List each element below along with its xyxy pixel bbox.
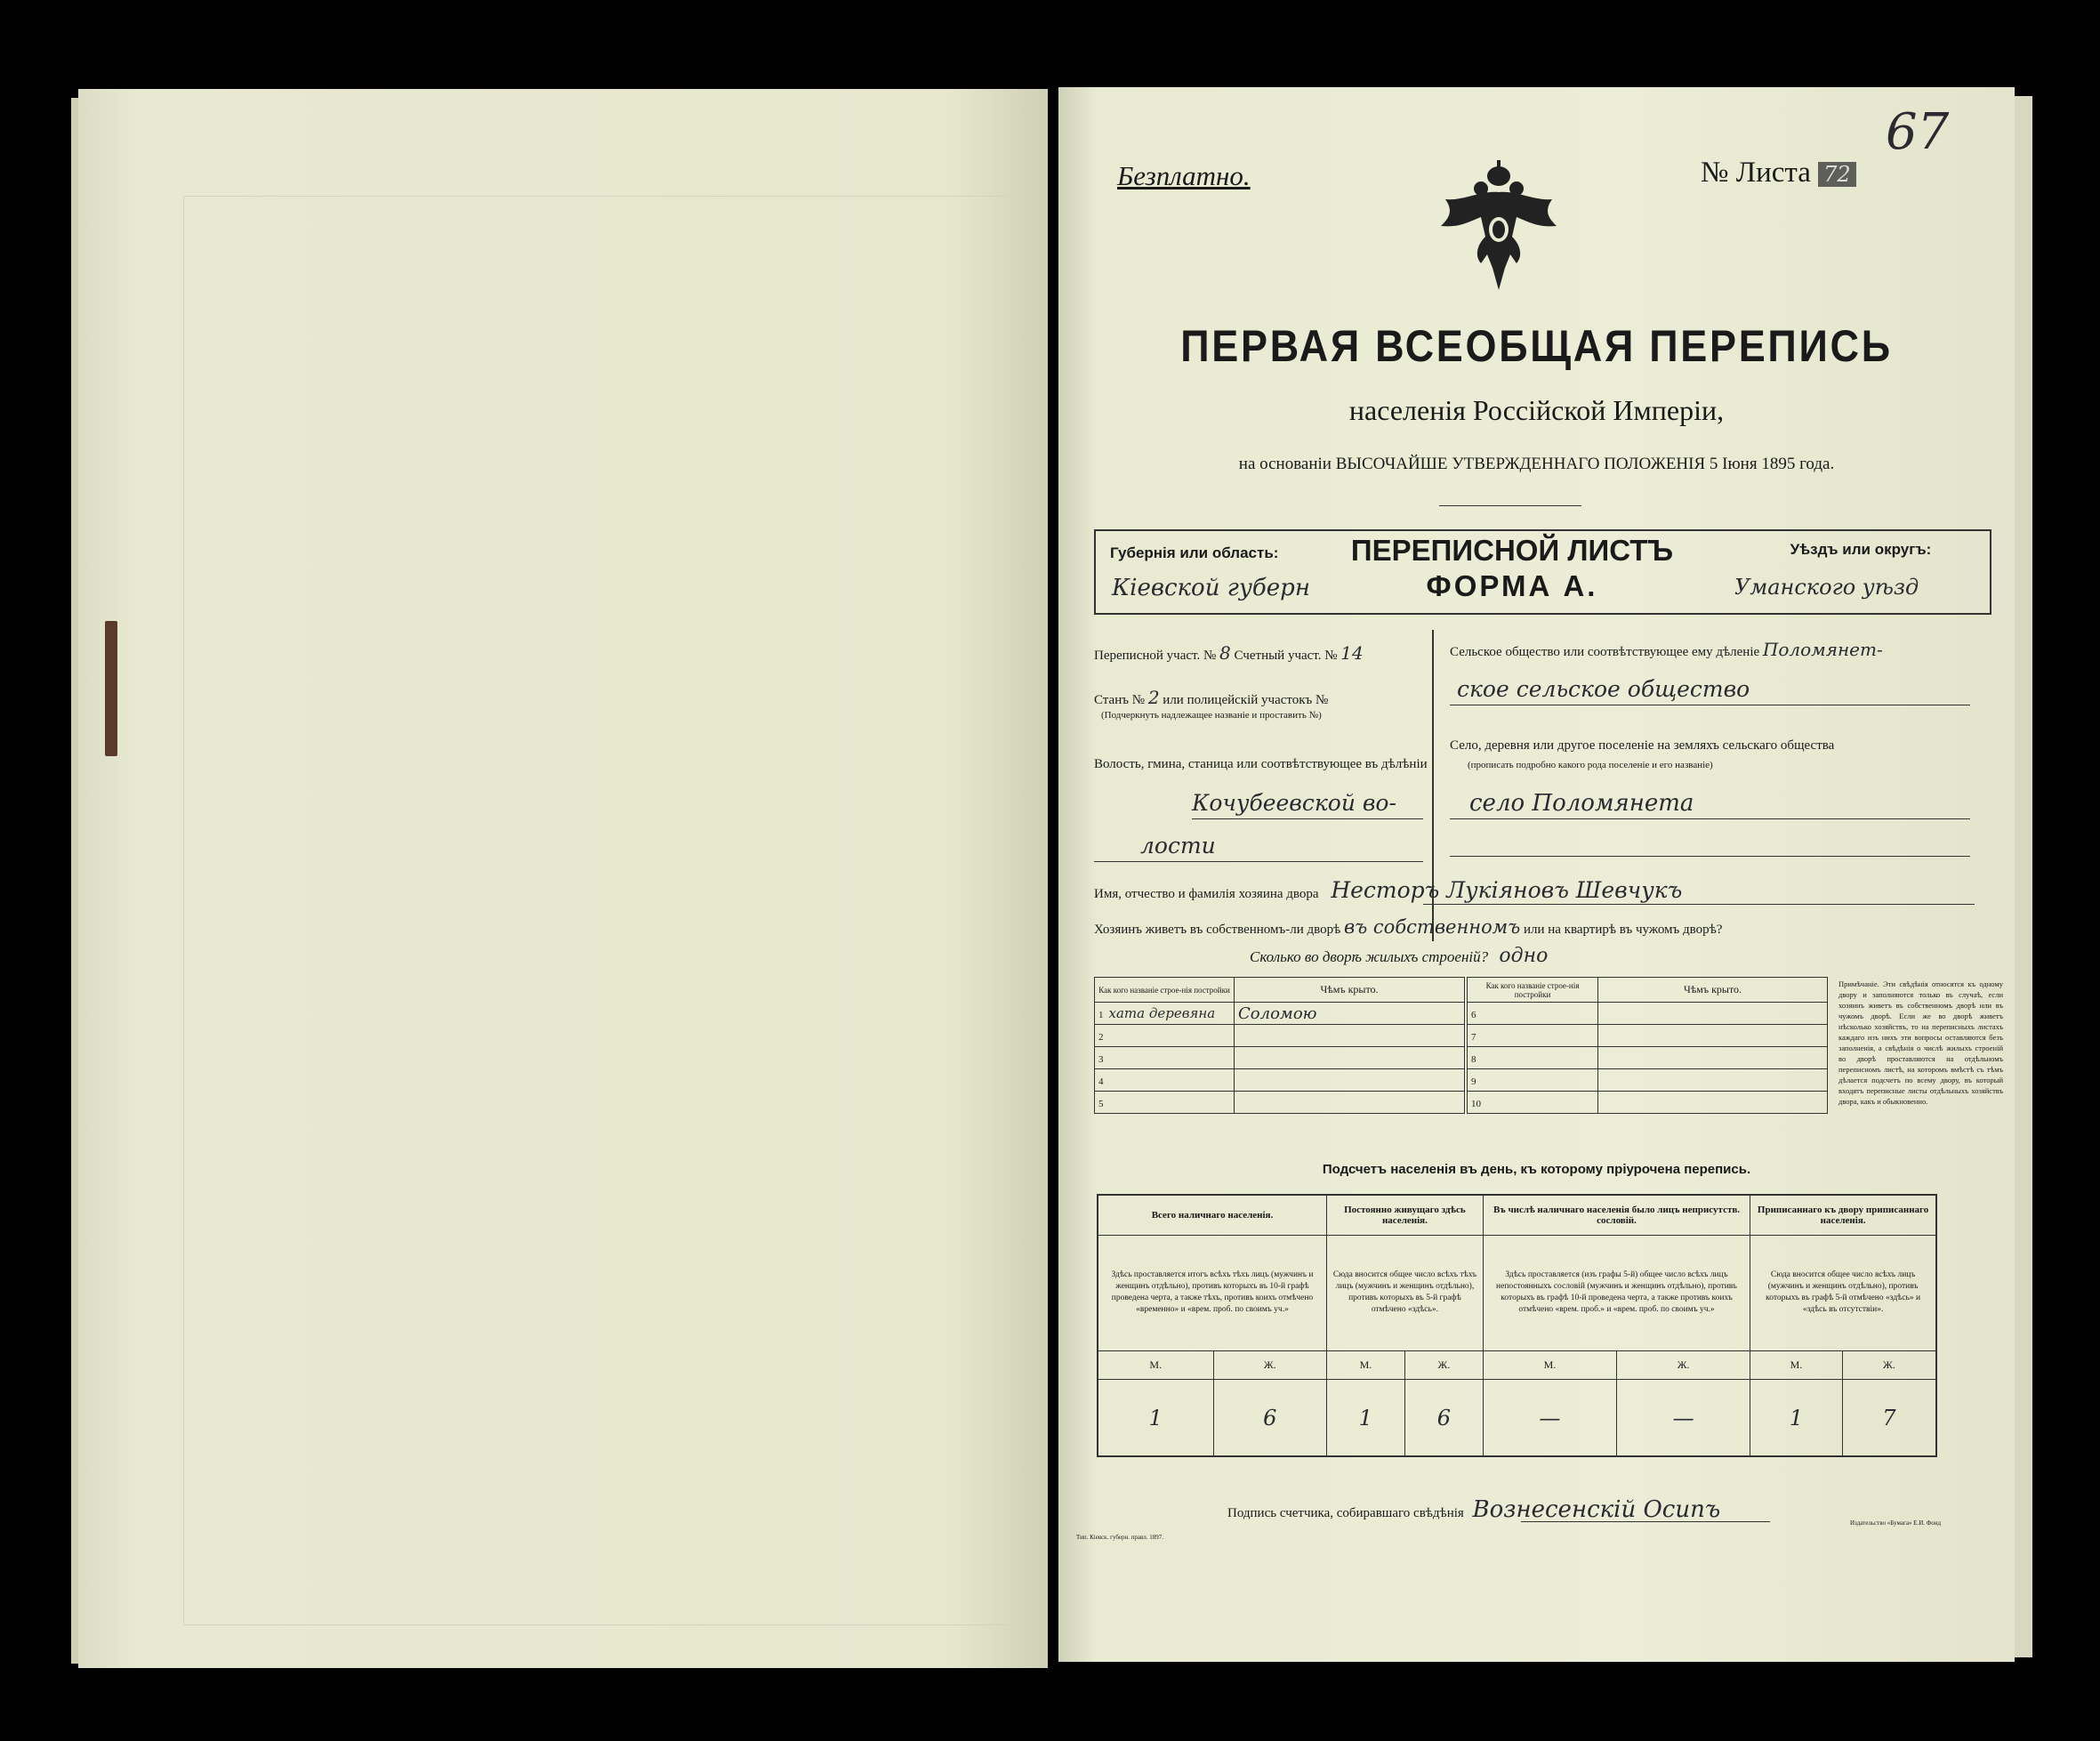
sheet-number-value: 72 [1818,162,1856,187]
owner-name-line [1423,904,1975,905]
population-count-table [1097,1194,1937,1457]
buildings-row [1468,1069,1828,1092]
buildings-col-roof: Чѣмъ крыто. [1235,978,1465,1003]
buildings-col-name: Как кого названіе строе-нія постройки [1095,978,1235,1003]
selo-line-2 [1450,856,1970,857]
signature-value: Вознесенскій Осипъ [1472,1496,1721,1523]
male-count: 1 [1098,1380,1213,1456]
sheet-number-text: № Листа [1701,157,1811,189]
legal-basis: на основаніи ВЫСОЧАЙШЕ УТВЕРЖДЕННАГО ПОЛОЖЕНІЯ 5 Іюня 1895 года. [1238,455,1835,473]
count-sex-row [1098,1350,1936,1379]
buildings-table-right [1467,977,1828,1114]
building-number: 6 [1471,1010,1476,1020]
selo-note: (прописать подробно какого рода поселеніе и его названіе) [1468,760,1713,770]
female-header: Ж. [1404,1350,1483,1379]
building-roof [1598,1047,1828,1069]
building-roof [1598,1069,1828,1092]
buildings-row [1095,1069,1465,1092]
building-name-cell [1095,1025,1235,1047]
buildings-row [1095,1003,1465,1025]
buildings-value: одно [1499,945,1549,967]
building-number: 8 [1471,1054,1476,1065]
male-header: М. [1098,1350,1213,1379]
building-number: 10 [1471,1099,1481,1109]
page-title: ПЕРВАЯ ВСЕОБЩАЯ ПЕРЕПИСЬ [1180,321,1893,371]
count-value-row [1098,1380,1936,1456]
owner-lives-label: Хозяинъ живетъ въ собственномъ-ли дворѣ [1094,923,1341,937]
owner-name-row [1094,877,1682,903]
buildings-row [1468,1003,1828,1025]
uchastok-value: 8 [1219,642,1231,664]
count-group-title: Приписаннаго къ двору приписаннаго населенія. [1750,1195,1936,1235]
building-name-cell [1095,1047,1235,1069]
signature-line [1521,1521,1770,1522]
stan-label: Станъ № [1094,693,1146,707]
building-name-cell [1095,1003,1235,1025]
count-group-title: Постоянно живущаго здѣсь населенія. [1326,1195,1483,1235]
female-header: Ж. [1617,1350,1750,1379]
building-name-cell [1468,1069,1598,1092]
stan-row [1094,687,1328,708]
owner-name-value: Несторъ Лукіяновъ Шевчукъ [1331,877,1683,903]
building-name: хата деревяна [1108,1005,1216,1021]
count-group-title: Въ числѣ наличнаго населенія было лицъ неприсутств. сословій. [1483,1195,1750,1235]
building-roof [1235,1092,1465,1114]
count-title-row [1098,1195,1936,1235]
schet-value: 14 [1340,642,1364,664]
selo-line [1450,818,1970,819]
female-header: Ж. [1842,1350,1936,1379]
signature-label: Подпись счетчика, собиравшаго свѣдѣнія [1227,1506,1464,1520]
female-count: — [1617,1380,1750,1456]
owner-lives-rest: или на квартирѣ въ чужомъ дворѣ? [1523,923,1723,937]
female-count: 6 [1404,1380,1483,1456]
left-page-frame [183,196,1030,1625]
building-roof [1598,1003,1828,1025]
building-name-cell [1468,1003,1598,1025]
uezd-label: Уѣздъ или округъ: [1790,541,1932,558]
building-roof [1235,1025,1465,1047]
building-number: 7 [1471,1032,1476,1043]
count-group-desc: Сюда вносится общее число всѣхъ тѣхъ лицъ (мужчинъ и женщинъ отдѣльно), противъ которыхъ въ 5-й графѣ отмѣчено «здѣсь». [1326,1235,1483,1350]
building-name-cell [1095,1092,1235,1114]
owner-name-label: Имя, отчество и фамилія хозяина двора [1094,887,1319,901]
census-form-page [1058,87,2015,1662]
building-roof: Соломою [1235,1003,1465,1025]
page-subtitle: населенія Россійской Имперіи, [1348,394,1725,426]
selo-label: Село, деревня или другое поселеніе на земляхъ сельскаго общества [1450,738,1835,753]
buildings-col-roof-2: Чѣмъ крыто. [1598,978,1828,1003]
building-name-cell [1468,1025,1598,1047]
count-group-title: Всего наличнаго населенія. [1098,1195,1326,1235]
uezd-value: Уманского уѣзд [1734,575,1919,600]
buildings-label: Сколько во дворѣ жилыхъ строеній? [1250,948,1489,965]
ornament-divider [1439,505,1581,506]
male-header: М. [1326,1350,1404,1379]
building-name-cell [1468,1047,1598,1069]
sheet-annotation: 67 [1886,103,1950,161]
buildings-col-name-2: Как кого названіе строе-нія постройки [1468,978,1598,1003]
sheet-number-label [1701,157,1856,189]
buildings-row [1095,1047,1465,1069]
buildings-row [1095,1025,1465,1047]
count-desc-row [1098,1235,1936,1350]
binder-strap [105,621,117,756]
count-group-desc: Сюда вносится общее число всѣхъ лицъ (мужчинъ и женщинъ отдѣльно), противъ которыхъ въ графѣ 5-й отмѣчено «здѣсь» и «здѣсь въ отсутствіи». [1750,1235,1936,1350]
buildings-note: Примѣчаніе. Эти свѣдѣнія относятся къ одному двору и заполняются только въ случаѣ, если хозяинъ живетъ въ собственномъ дворѣ или въ чужомъ дворѣ. Если же во дворѣ живетъ нѣсколько хозяйствъ, то на переписныхъ листахъ каждаго изъ нихъ эти вопросы оставляются безъ заполненія, а свѣдѣнія о числѣ жилыхъ строеній во дворѣ проставляются на отдѣльномъ переписномъ листѣ, на которомъ вмѣстѣ съ тѣмъ дѣлается подсчетъ по всему двору, въ который входятъ переписные листы отдѣльныхъ хозяйствъ двора, какъ и обыкновенно. [1839,979,2003,1106]
building-name-cell [1095,1069,1235,1092]
selo-value: село Поломянета [1469,790,1694,817]
volost-value-2: лости [1140,833,1216,858]
printer-imprint-right: Издательство «Бумага» Е.И. Фонд [1850,1519,1942,1527]
buildings-row [1468,1047,1828,1069]
signature-row [1227,1496,1720,1523]
owner-lives-row [1094,916,1722,938]
female-count: 6 [1213,1380,1326,1456]
buildings-row [1250,945,1548,967]
obshchestvo-label: Сельское общество или соотвѣтствующее ему дѣленіе [1450,645,1760,659]
female-header: Ж. [1213,1350,1326,1379]
free-label: Безплатно. [1117,160,1251,191]
buildings-row [1468,1092,1828,1114]
volost-line-2 [1094,861,1423,862]
volost-line-1 [1192,818,1423,819]
building-number: 3 [1098,1054,1104,1065]
gubernia-value: Кіевской губерн [1112,575,1310,601]
count-group-desc: Здѣсь проставляется (изъ графы 5-й) общее число всѣхъ лицъ непостоянныхъ сословій (мужчинъ и женщинъ отдѣльно), противъ которыхъ въ графѣ 10-й проведена черта, а также противъ коихъ отмѣчено «врем. проб.» и «врем. проб. по своимъ уч.» [1483,1235,1750,1350]
building-roof [1598,1092,1828,1114]
male-count: 1 [1326,1380,1404,1456]
owner-lives-value: въ собственномъ [1344,916,1521,938]
form-subtitle: ФОРМА А. [1426,569,1598,602]
imperial-eagle-emblem [1432,157,1565,299]
count-group-desc: Здѣсь проставляется итогъ всѣхъ тѣхъ лицъ (мужчинъ и женщинъ отдѣльно), противъ которыхъ въ 10-й графѣ проведена черта, а также тѣхъ, противъ коихъ отмѣчено «временно» и «врем. проб. по своимъ уч.» [1098,1235,1326,1350]
stan-rest: или полицейскій участокъ № [1163,693,1329,707]
female-count: 7 [1842,1380,1936,1456]
gubernia-label: Губернія или область: [1110,544,1279,561]
building-name-cell [1468,1092,1598,1114]
buildings-row [1468,1025,1828,1047]
uchastok-row [1094,642,1364,664]
volost-label: Волость, гмина, станица или соотвѣтствующее въ дѣлѣніи [1094,757,1428,771]
building-number: 4 [1098,1076,1104,1087]
schet-label: Счетный участ. № [1234,649,1338,663]
building-number: 2 [1098,1032,1104,1043]
obshchestvo-row [1450,639,2006,660]
building-roof [1598,1025,1828,1047]
male-header: М. [1483,1350,1616,1379]
building-number: 5 [1098,1099,1104,1109]
stan-note: (Подчеркнуть надлежащее названіе и проставить №) [1101,710,1322,721]
building-number: 9 [1471,1076,1476,1087]
left-page-blank [78,89,1048,1668]
building-roof [1235,1069,1465,1092]
male-header: М. [1750,1350,1843,1379]
building-number: 1 [1098,1010,1104,1020]
buildings-table-left [1094,977,1465,1114]
male-count: — [1483,1380,1616,1456]
count-heading: Подсчетъ населенія въ день, къ которому пріурочена перепись. [1322,1162,1751,1177]
volost-value-1: Кочубеевской во- [1192,790,1396,816]
form-title: ПЕРЕПИСНОЙ ЛИСТЪ [1350,534,1674,567]
obshchestvo-value-1: Поломянет- [1762,639,1883,660]
printer-imprint-left: Тип. Кіевск. губерн. правл. 1897. [1076,1534,1163,1541]
stan-value: 2 [1147,687,1160,708]
obshchestvo-value-2: ское сельское общество [1457,676,1750,702]
uchastok-label: Переписной участ. № [1094,649,1217,663]
building-roof [1235,1047,1465,1069]
male-count: 1 [1750,1380,1843,1456]
buildings-row [1095,1092,1465,1114]
